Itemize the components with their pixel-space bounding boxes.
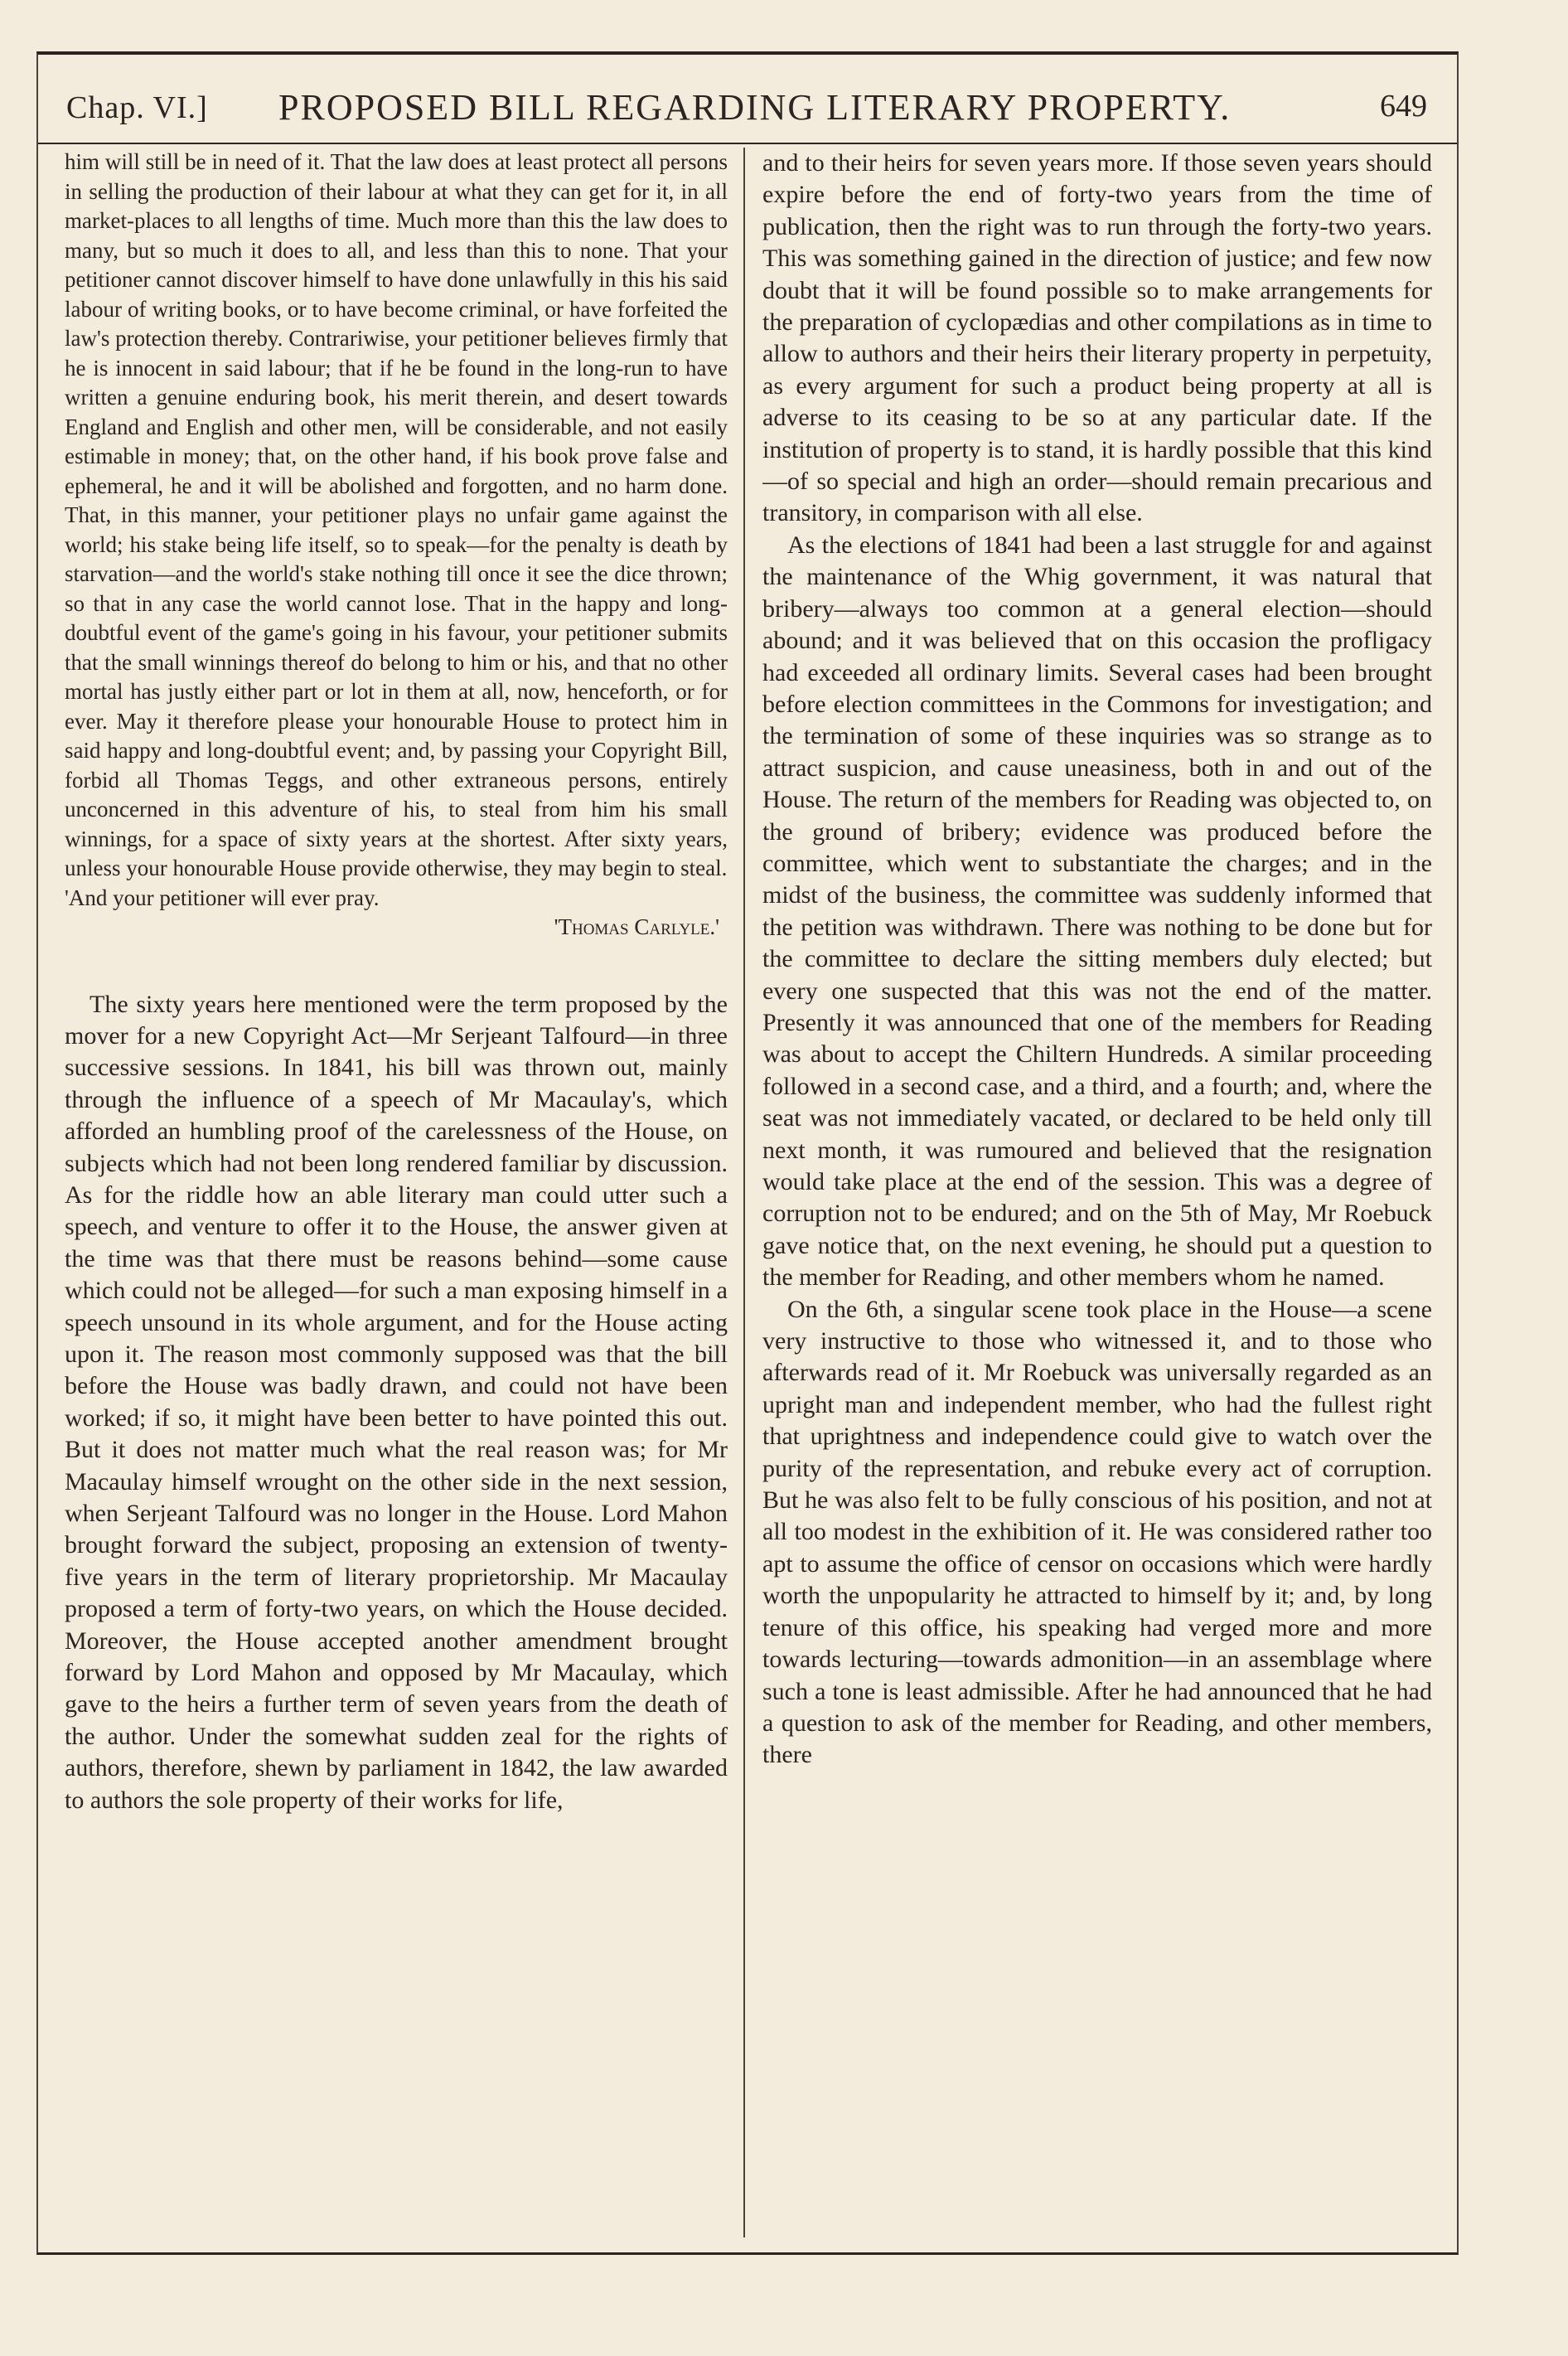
- petition-text: him will still be in need of it. That the law does at least protect all persons in selling the production of their labour at what they can get for it, in all market-places to all lengths of time. Much more than this the law does to many, but so much it does to all, and less than this to none. That your petitioner cannot discover himself to have done unlawfully in this his said labour of writing books, or to have become criminal, or have forfeited the law's protection thereby. Contrariwise, your petitioner believes firmly that he is innocent in said labour; that if he be found in the long-run to have written a genuine enduring book, his merit therein, and desert towards England and English and other men, will be considerable, and not easily estimable in money; that, on the other hand, if his book prove false and ephemeral, he and it will be abolished and forgotten, and no harm done. That, in this manner, your petitioner plays no unfair game against the world; his stake being life itself, so to speak—for the penalty is death by starvation—and the world's stake nothing till once it see the dice thrown; so that in any case the world cannot lose. That in the happy and long-doubtful event of the game's going in his favour, your petitioner submits that the small winnings thereof do belong to him or his, and that no other mortal has justly either part or lot in them at all, now, henceforth, or for ever. May it therefore please your honourable House to protect him in said happy and long-doubtful event; and, by passing your Copyright Bill, forbid all Thomas Teggs, and other extraneous persons, entirely unconcerned in this adventure of his, to steal from him his small winnings, for a space of sixty years at the shortest. After sixty years, unless your honourable House provide otherwise, they may begin to steal.: [65, 149, 728, 880]
- book-page: [36, 51, 1459, 2255]
- left-body-text: [65, 989, 728, 1817]
- page-number: 649: [1380, 89, 1427, 124]
- paragraph: The sixty years here mentioned were the term proposed by the mover for a new Copyright Act—Mr Serjeant Talfourd—in three successive sessions. In 1841, his bill was thrown out, mainly through the influence of a speech of Mr Macaulay's, which afforded an humbling proof of the carelessness of the House, on subjects which had not been long rendered familiar by discussion. As for the riddle how an able literary man could utter such a speech, and venture to offer it to the House, the answer given at the time was that there must be reasons behind—some cause which could not be alleged—for such a man exposing himself in a speech unsound in its whole argument, and for the House acting upon it. The reason most commonly supposed was that the bill before the House was badly drawn, and could not have been worked; if so, it might have been better to have pointed this out. But it does not matter much what the real reason was; for Mr Macaulay himself wrought on the other side in the next session, when Serjeant Talfourd was no longer in the House. Lord Mahon brought forward the subject, proposing an extension of twenty-five years in the term of literary proprietorship. Mr Macaulay proposed a term of forty-two years, on which the House decided. Moreover, the House accepted another amendment brought forward by Lord Mahon and opposed by Mr Macaulay, which gave to the heirs a further term of seven years from the death of the author. Under the somewhat sudden zeal for the rights of authors, therefore, shewn by parliament in 1842, the law awarded to authors the sole property of their works for life,: [65, 990, 728, 1814]
- left-column: [65, 148, 728, 2237]
- petition-signature: 'Thomas Carlyle.': [554, 914, 719, 939]
- paragraph: and to their heirs for seven years more. If those seven years should expire before the end of forty-two years from the time of publication, then the right was to run through the forty-two years. This was something gained in the direction of justice; and few now doubt that it will be found possible so to make arrangements for the preparation of cyclopædias and other compilations as in time to allow to authors and their heirs their literary property in perpetuity, as every argument for such a product being property at all is adverse to its ceasing to be so at any particular date. If the institution of property is to stand, it is hardly possible that this kind—of so special and high an order—should remain precarious and transitory, in comparison with all else.: [762, 149, 1432, 527]
- petition-closing: 'And your petitioner will ever pray.: [65, 885, 380, 910]
- paragraph: As the elections of 1841 had been a last struggle for and against the maintenance of the Whig government, it was natural that bribery—always too common at a general election—should abound; and it was believed that on this occasion the profligacy had exceeded all ordinary limits. Several cases had been brought before election committees in the Commons for investigation; and the termination of some of these inquiries was so strange as to attract suspicion, and cause uneasiness, both in and out of the House. The return of the members for Reading was objected to, on the ground of bribery; evidence was produced before the committee, which went to substantiate the charges; and in the midst of the business, the committee was suddenly informed that the petition was withdrawn. There was nothing to be done but for the committee to declare the sitting members duly elected; but every one suspected that this was not the end of the matter. Presently it was announced that one of the members for Reading was about to accept the Chiltern Hundreds. A similar proceeding followed in a second case, and a third, and a fourth; and, where the seat was not immediately vacated, or declared to be held only till next month, it was rumoured and believed that the resignation would take place at the end of the session. This was a degree of corruption not to be endured; and on the 5th of May, Mr Roebuck gave notice that, on the next evening, he should put a question to the member for Reading, and other members whom he named.: [762, 531, 1432, 1292]
- column-divider: [743, 148, 745, 2237]
- right-column: [762, 148, 1432, 2237]
- petition-block: [65, 148, 728, 943]
- paragraph: On the 6th, a singular scene took place in the House—a scene very instructive to those who witnessed it, and to those who afterwards read of it. Mr Roebuck was universally regarded as an upright man and independent member, who had the fullest right that uprightness and independence could give to watch over the purity of the representation, and rebuke every act of corruption. But he was also felt to be fully conscious of his position, and not at all too modest in the exhibition of it. He was considered rather too apt to assume the office of censor on occasions which were hardly worth the unpopularity he attracted to himself by it; and, by long tenure of this office, his speaking had verged more and more towards lecturing—towards admonition—in an assemblage where such a tone is least admissible. After he had announced that he had a question to ask of the member for Reading, and other members, there: [762, 1295, 1432, 1769]
- chapter-label: Chap. VI.]: [66, 90, 208, 125]
- right-body-text: [762, 148, 1432, 1772]
- page-title: PROPOSED BILL REGARDING LITERARY PROPERTY.: [278, 87, 1232, 128]
- running-header: [38, 66, 1457, 144]
